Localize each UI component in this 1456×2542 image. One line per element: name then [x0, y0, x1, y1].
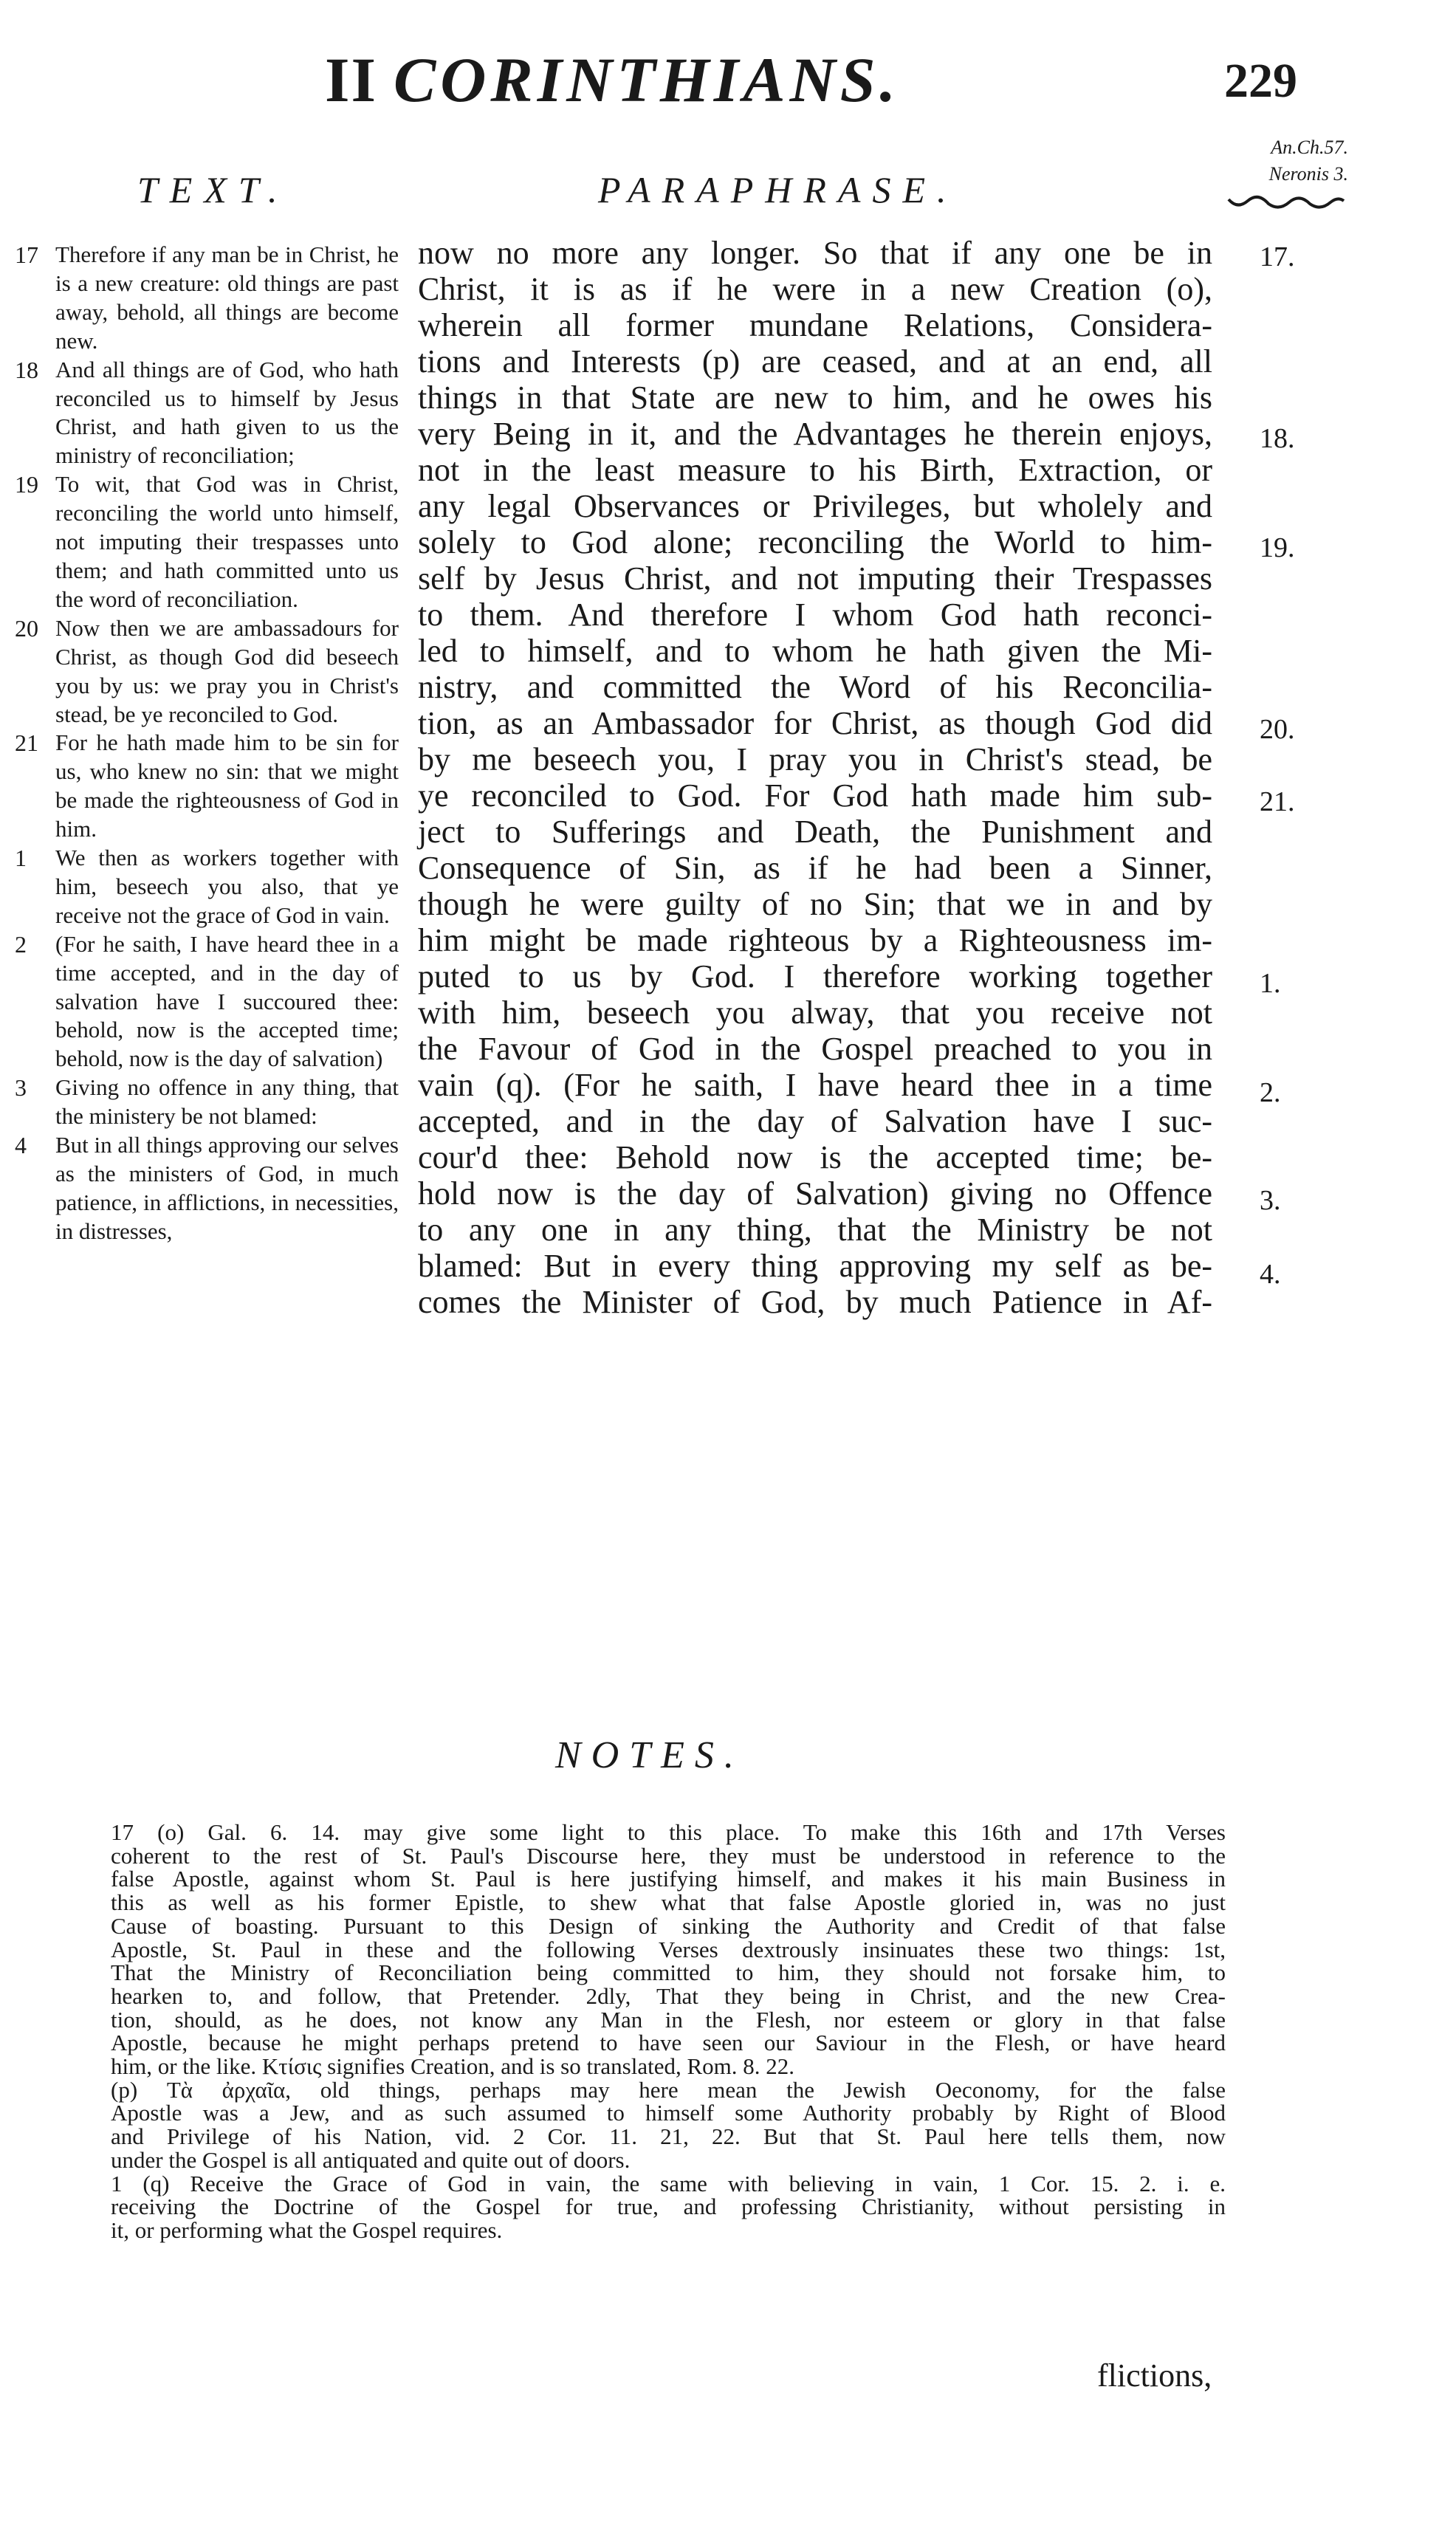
verse-number: 3 [15, 1074, 27, 1102]
paraphrase-line: nistry, and committed the Word of his Reconcilia- [418, 669, 1212, 705]
page-number: 229 [1224, 54, 1297, 108]
note-line: false Apostle, against whom St. Paul is here justifying himself, and makes it his main Business in [111, 1866, 1226, 1892]
catchword: flictions, [1097, 2357, 1212, 2394]
paraphrase-line: to them. And therefore I whom God hath reconci- [418, 597, 1212, 633]
paraphrase-line: any legal Observances or Privileges, but wholely and [418, 488, 1212, 524]
paraphrase-line: solely to God alone; reconciling the World to him- [418, 524, 1212, 560]
note-line: (p) Τὰ ἀρχαῖα, old things, perhaps may here mean the Jewish Oeconomy, for the false [111, 2076, 1226, 2103]
margin-verse-number: 21. [1260, 786, 1295, 817]
verse-number: 18 [15, 356, 38, 383]
title-prefix: II [325, 44, 377, 115]
note-line: and Privilege of his Nation, vid. 2 Cor. 11. 21, 22. But that St. Paul here tells them, now [111, 2123, 1226, 2150]
margin-verse-number: 4. [1260, 1259, 1281, 1290]
margin-verse-number: 1. [1260, 968, 1281, 999]
verse-text: But in all things approving our selves as the ministers of God, in much patience, in afflictions, in necessities, in distresses, [55, 1132, 399, 1244]
margin-verse-number: 19. [1260, 532, 1295, 563]
paraphrase-line: the Favour of God in the Gospel preached to you in [418, 1031, 1212, 1067]
ornament-rule [1227, 193, 1345, 213]
notes-section [111, 1821, 1226, 2242]
paraphrase-line: vain (q). (For he saith, I have heard thee in a time [418, 1067, 1212, 1103]
verse-number: 21 [15, 729, 38, 757]
paraphrase-line: to any one in any thing, that the Ministry be not [418, 1212, 1212, 1248]
text-verse [15, 729, 399, 844]
paraphrase-line: wherein all former mundane Relations, Considera- [418, 307, 1212, 343]
text-column [15, 241, 399, 1246]
paraphrase-line: puted to us by God. I therefore working together [418, 958, 1212, 995]
paraphrase-line: now no more any longer. So that if any one be in [418, 235, 1212, 271]
note-line: under the Gospel is all antiquated and quite out of doors. [111, 2146, 631, 2173]
paraphrase-line: with him, beseech you alway, that you receive not [418, 995, 1212, 1031]
note-line: Cause of boasting. Pursuant to this Design of sinking the Authority and Credit of that false [111, 1912, 1226, 1939]
paraphrase-line: tions and Interests (p) are ceased, and at an end, all [418, 343, 1212, 379]
paraphrase-line: Christ, it is as if he were in a new Creation (o), [418, 271, 1212, 307]
note-line: receiving the Doctrine of the Gospel for true, and professing Christianity, without persisting in [111, 2194, 1226, 2220]
paraphrase-line: by me beseech you, I pray you in Christ's stead, be [418, 741, 1212, 777]
text-verse [15, 1131, 399, 1246]
paraphrase-line: accepted, and in the day of Salvation have I suc- [418, 1103, 1212, 1139]
text-verse [15, 614, 399, 729]
paraphrase-line: led to himself, and to whom he hath given the Mi- [418, 633, 1212, 669]
verse-text: Therefore if any man be in Christ, he is a new creature: old things are past away, behold, all things are become new. [55, 241, 399, 354]
verse-number: 20 [15, 614, 38, 642]
verse-text: We then as workers together with him, beseech you also, that ye receive not the grace of God in vain. [55, 845, 399, 928]
verse-number: 19 [15, 471, 38, 498]
paraphrase-line: ject to Sufferings and Death, the Punishment and [418, 814, 1212, 850]
verse-number: 2 [15, 930, 27, 958]
paraphrase-line: hold now is the day of Salvation) giving no Offence [418, 1175, 1212, 1212]
paraphrase-line: not in the least measure to his Birth, Extraction, or [418, 452, 1212, 488]
notes-heading: NOTES. [555, 1734, 744, 1776]
text-verse [15, 1074, 399, 1131]
margin-verse-number: 20. [1260, 714, 1295, 745]
verse-number: 1 [15, 845, 27, 872]
note-line: Apostle, because he might perhaps pretend to have seen our Saviour in the Flesh, or have heard [111, 2030, 1226, 2056]
paraphrase-column [418, 235, 1212, 1320]
note-line: Apostle was a Jew, and as such assumed to himself some Authority probably by Right of Blood [111, 2100, 1226, 2126]
paraphrase-line: self by Jesus Christ, and not imputing their Trespasses [418, 560, 1212, 597]
paraphrase-line: cour'd thee: Behold now is the accepted time; be- [418, 1139, 1212, 1175]
verse-number: 4 [15, 1132, 27, 1159]
paraphrase-column-heading: PARAPHRASE. [598, 169, 958, 210]
text-column-heading: TEXT. [137, 169, 289, 210]
note-line: 1 (q) Receive the Grace of God in vain, the same with believing in vain, 1 Cor. 15. 2. i. e. [111, 2170, 1226, 2196]
paraphrase-line: very Being in it, and the Advantages he therein enjoys, [418, 416, 1212, 452]
text-verse [15, 930, 399, 1074]
paraphrase-line: blamed: But in every thing approving my self as be- [418, 1248, 1212, 1284]
verse-text: And all things are of God, who hath reconciled us to himself by Jesus Christ, and hath given to us the ministry of reconciliation; [55, 356, 399, 469]
date-reign: Neronis 3. [1268, 163, 1348, 185]
verse-text: For he hath made him to be sin for us, who knew no sin: that we might be made the righteousness of God in him. [55, 729, 399, 842]
note-line: That the Ministry of Reconciliation being committed to him, they should not forsake him, to [111, 1959, 1226, 1986]
paraphrase-line: tion, as an Ambassador for Christ, as though God did [418, 705, 1212, 741]
margin-verse-number: 2. [1260, 1077, 1281, 1108]
note-line: Apostle, St. Paul in these and the following Verses dextrously insinuates these two things: 1st, [111, 1936, 1226, 1962]
text-verse [15, 844, 399, 930]
verse-text: (For he saith, I have heard thee in a time accepted, and in the day of salvation have I succoured thee: behold, now is the accepted time; behold, now is the day of salvation) [55, 930, 399, 1072]
margin-verse-number: 17. [1260, 241, 1295, 272]
note-line: hearken to, and follow, that Pretender. 2dly, That they being in Christ, and the new Crea- [111, 1982, 1226, 2009]
note-line: 17 (o) Gal. 6. 14. may give some light to this place. To make this 16th and 17th Verses [111, 1819, 1226, 1845]
note-line: tion, should, as he does, not know any Man in the Flesh, nor esteem or glory in that false [111, 2006, 1226, 2033]
running-title [325, 43, 900, 117]
paraphrase-line: though he were guilty of no Sin; that we in and by [418, 886, 1212, 922]
margin-verse-number: 18. [1260, 423, 1295, 454]
title-text: CORINTHIANS. [393, 44, 901, 115]
margin-date [1229, 134, 1348, 188]
paraphrase-line: Consequence of Sin, as if he had been a Sinner, [418, 850, 1212, 886]
text-verse [15, 470, 399, 614]
paraphrase-line: ye reconciled to God. For God hath made him sub- [418, 777, 1212, 814]
note-line: it, or performing what the Gospel requires. [111, 2216, 503, 2243]
text-verse [15, 356, 399, 471]
verse-number: 17 [15, 241, 38, 268]
verse-text: To wit, that God was in Christ, reconciling the world unto himself, not imputing their trespasses unto them; and hath committed unto us the word of reconciliation. [55, 471, 399, 612]
verse-text: Giving no offence in any thing, that the ministery be not blamed: [55, 1074, 399, 1130]
date-year: An.Ch.57. [1271, 137, 1348, 158]
paraphrase-line: things in that State are new to him, and he owes his [418, 379, 1212, 416]
paraphrase-line: him might be made righteous by a Righteousness im- [418, 922, 1212, 958]
note-line: coherent to the rest of St. Paul's Discourse here, they must be understood in reference to the [111, 1842, 1226, 1869]
note-line: him, or the like. Κτίσις signifies Creation, and is so translated, Rom. 8. 22. [111, 2053, 795, 2080]
text-verse [15, 241, 399, 356]
paraphrase-line: comes the Minister of God, by much Patience in Af- [418, 1284, 1212, 1320]
margin-verse-number: 3. [1260, 1185, 1281, 1216]
verse-text: Now then we are ambassadours for Christ, as though God did beseech you by us: we pray you in Christ's stead, be ye reconciled to God. [55, 614, 399, 727]
note-line: this as well as his former Epistle, to shew what that false Apostle gloried in, was no just [111, 1889, 1226, 1916]
